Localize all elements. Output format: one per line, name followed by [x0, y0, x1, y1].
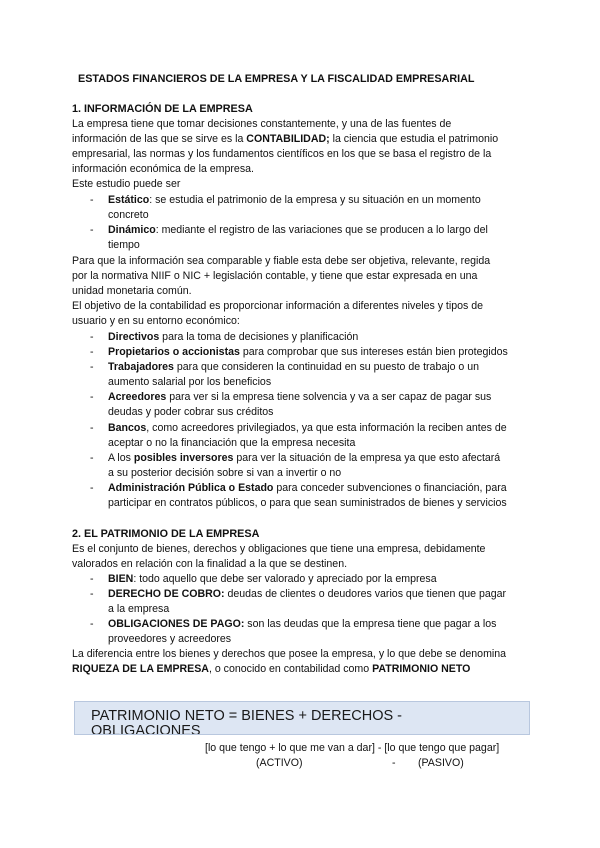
list-item-continuation: tiempo: [108, 239, 140, 251]
list-item-continuation: a su posterior decisión sobre si van a invertir o no: [108, 467, 342, 479]
list-dash: -: [90, 391, 94, 403]
formula-line-1: PATRIMONIO NETO = BIENES + DERECHOS -: [91, 708, 402, 724]
list-item-inversores: A los posibles inversores para ver la situación de la empresa ya que esto afectará: [108, 452, 501, 464]
list-item-continuation: aceptar o no la financiación que la empresa necesita: [108, 437, 356, 449]
paragraph-line: información económica de la empresa.: [72, 163, 254, 175]
list-dash: -: [90, 452, 94, 464]
paragraph-line: empresarial, las normas y los fundamentos científicos en los que se basa el registro de la: [72, 148, 492, 160]
section-1-heading: 1. INFORMACIÓN DE LA EMPRESA: [72, 103, 253, 115]
list-dash: -: [90, 482, 94, 494]
paragraph-line: El objetivo de la contabilidad es proporcionar información a diferentes niveles y tipos de: [72, 300, 484, 312]
list-item-continuation: participar en contratos públicos, o para que sean suministrados de bienes y servicios: [108, 497, 507, 509]
paragraph-line: Es el conjunto de bienes, derechos y obligaciones que tiene una empresa, debidamente: [72, 543, 486, 555]
list-item-directivos: Directivos para la toma de decisiones y planificación: [108, 331, 359, 343]
list-dash: -: [90, 331, 94, 343]
activo-label: (ACTIVO): [256, 757, 303, 769]
paragraph-line: La diferencia entre los bienes y derechos que posee la empresa, y lo que debe se denomina: [72, 648, 507, 660]
formula-line-2: OBLIGACIONES: [91, 723, 201, 735]
list-item-trabajadores: Trabajadores para que consideren la continuidad en su puesto de trabajo o un: [108, 361, 480, 373]
formula-box: [74, 701, 530, 735]
minus-sign: -: [392, 757, 396, 769]
paragraph-line: Para que la información sea comparable y fiable esta debe ser objetiva, relevante, regida: [72, 255, 491, 267]
list-item-continuation: a la empresa: [108, 603, 170, 615]
paragraph-line: RIQUEZA DE LA EMPRESA, o conocido en contabilidad como PATRIMONIO NETO: [72, 663, 471, 675]
list-dash: -: [90, 422, 94, 434]
list-item-continuation: proveedores y acreedores: [108, 633, 232, 645]
list-dash: -: [90, 588, 94, 600]
paragraph-line: unidad monetaria común.: [72, 285, 192, 297]
list-item-administracion: Administración Pública o Estado para conceder subvenciones o financiación, para: [108, 482, 507, 494]
list-dash: -: [90, 573, 94, 585]
list-item-continuation: aumento salarial por los beneficios: [108, 376, 272, 388]
list-item-bancos: Bancos, como acreedores privilegiados, ya que esta información la reciben antes de: [108, 422, 507, 434]
section-2-heading: 2. EL PATRIMONIO DE LA EMPRESA: [72, 528, 260, 540]
list-item-propietarios: Propietarios o accionistas para comprobar que sus intereses están bien protegidos: [108, 346, 508, 358]
list-item-dinamico: Dinámico: mediante el registro de las variaciones que se producen a lo largo del: [108, 224, 488, 236]
list-item-estatico: Estático: se estudia el patrimonio de la empresa y su situación en un momento: [108, 194, 481, 206]
pasivo-label: (PASIVO): [418, 757, 464, 769]
list-item-bien: BIEN: todo aquello que debe ser valorado y apreciado por la empresa: [108, 573, 437, 585]
list-dash: -: [90, 224, 94, 236]
list-item-acreedores: Acreedores para ver si la empresa tiene solvencia y va a ser capaz de pagar sus: [108, 391, 492, 403]
list-item-obligaciones: OBLIGACIONES DE PAGO: son las deudas que la empresa tiene que pagar a los: [108, 618, 497, 630]
paragraph-line: valorados en relación con la finalidad a la que se destinen.: [72, 558, 348, 570]
list-dash: -: [90, 618, 94, 630]
paragraph-line: Este estudio puede ser: [72, 178, 181, 190]
list-item-continuation: deudas y poder cobrar sus créditos: [108, 406, 274, 418]
formula-explanation: [lo que tengo + lo que me van a dar] - [lo que tengo que pagar]: [205, 742, 500, 754]
paragraph-line: La empresa tiene que tomar decisiones constantemente, y una de las fuentes de: [72, 118, 452, 130]
paragraph-line: por la normativa NIIF o NIC + legislación contable, y tiene que estar expresada en una: [72, 270, 478, 282]
list-item-derecho-cobro: DERECHO DE COBRO: deudas de clientes o deudores varios que tienen que pagar: [108, 588, 507, 600]
list-dash: -: [90, 194, 94, 206]
list-item-continuation: concreto: [108, 209, 149, 221]
list-dash: -: [90, 346, 94, 358]
document-title: ESTADOS FINANCIEROS DE LA EMPRESA Y LA FISCALIDAD EMPRESARIAL: [78, 73, 475, 85]
paragraph-line: información de las que se sirve es la CONTABILIDAD; la ciencia que estudia el patrimonio: [72, 133, 499, 145]
list-dash: -: [90, 361, 94, 373]
paragraph-line: usuario y en su entorno económico:: [72, 315, 240, 327]
